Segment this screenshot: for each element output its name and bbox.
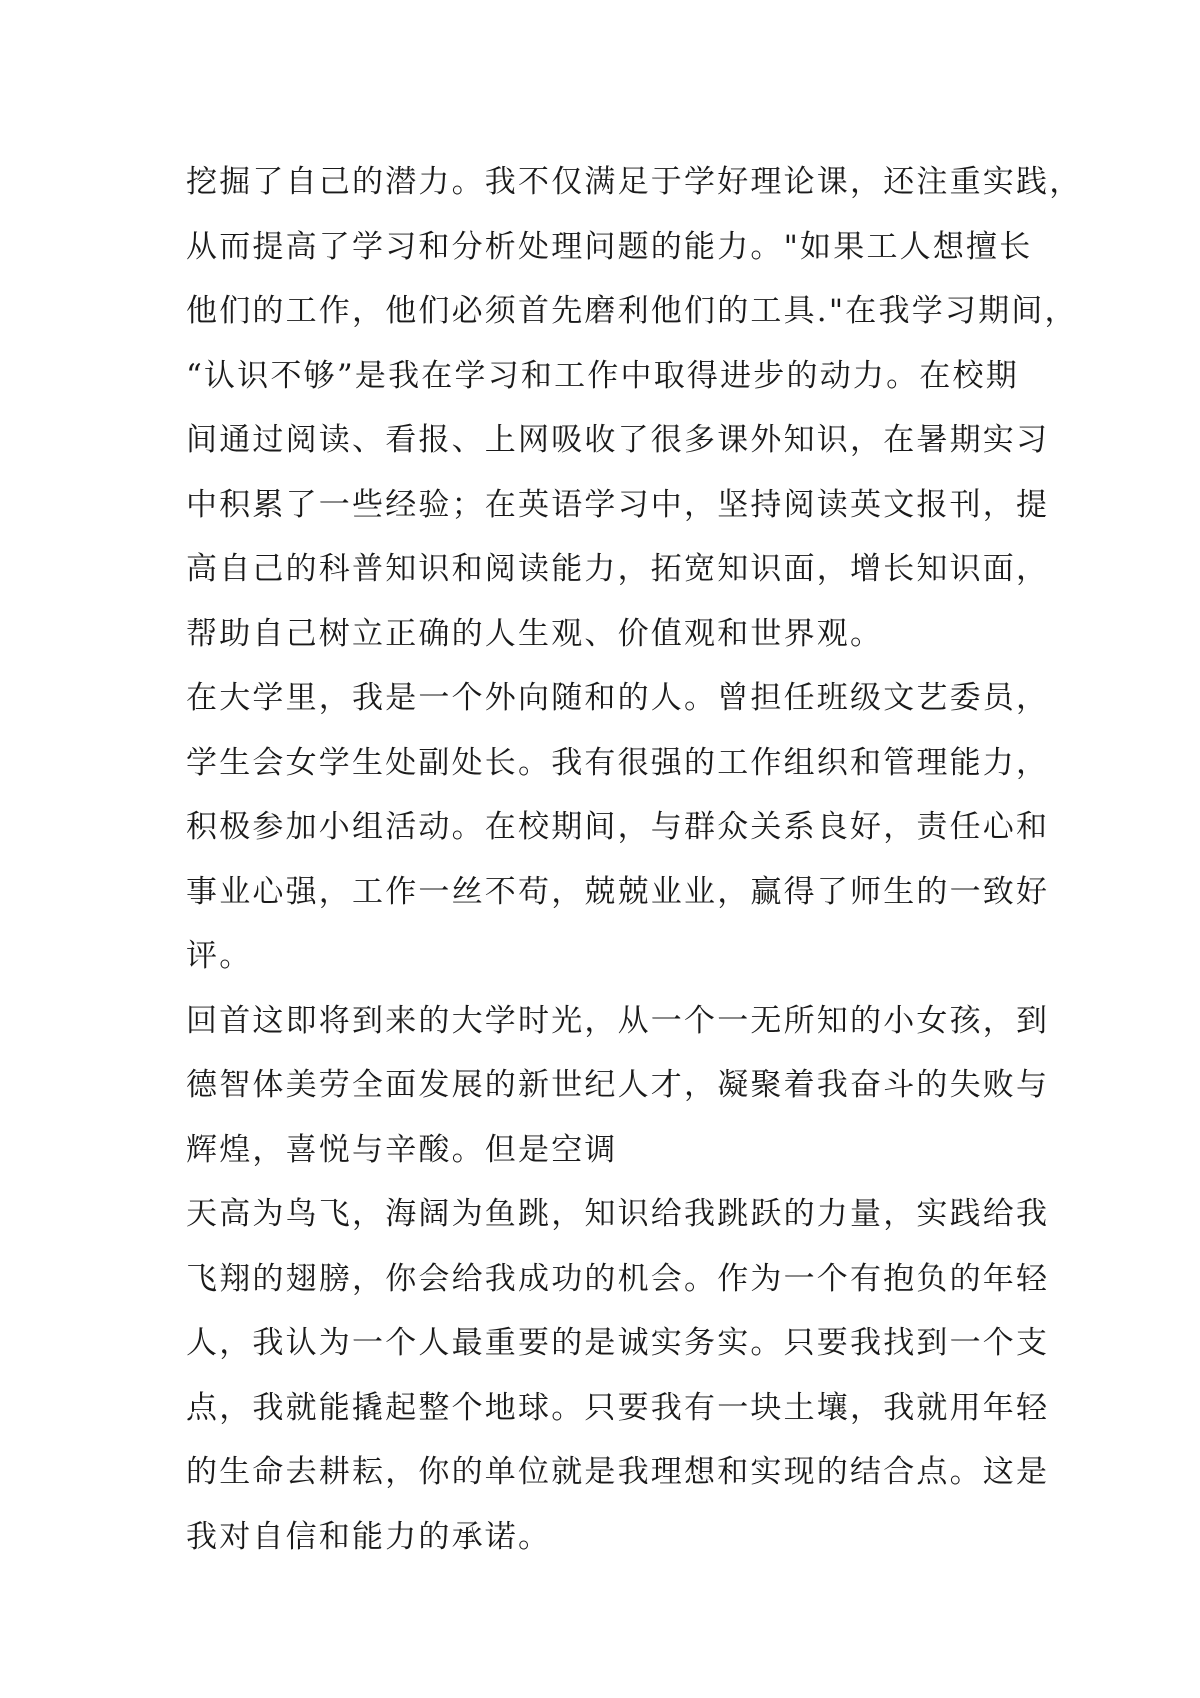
text-line: 从而提高了学习和分析处理问题的能力。"如果工人想擅长 [186, 228, 1033, 265]
text-line: 高自己的科普知识和阅读能力，拓宽知识面，增长知识面， [186, 551, 1050, 587]
text-line: 挖掘了自己的潜力。我不仅满足于学好理论课，还注重实践， [186, 164, 1083, 200]
text-line: 德智体美劳全面发展的新世纪人才，凝聚着我奋斗的失败与 [186, 1067, 1050, 1103]
text-line: 的生命去耕耘，你的单位就是我理想和实现的结合点。这是 [186, 1454, 1050, 1490]
text-line: 辉煌，喜悦与辛酸。但是空调 [186, 1131, 618, 1168]
text-line: 学生会女学生处副处长。我有很强的工作组织和管理能力， [186, 744, 1050, 781]
text-line: 中积累了一些经验；在英语学习中，坚持阅读英文报刊，提 [186, 486, 1050, 523]
text-line: “认识不够”是我在学习和工作中取得进步的动力。在校期 [186, 357, 1019, 394]
text-line: 积极参加小组活动。在校期间，与群众关系良好，责任心和 [186, 809, 1050, 845]
text-line: 在大学里，我是一个外向随和的人。曾担任班级文艺委员， [186, 680, 1050, 716]
text-line: 人，我认为一个人最重要的是诚实务实。只要我找到一个支 [186, 1325, 1050, 1361]
text-line: 评。 [186, 938, 253, 974]
text-line: 我对自信和能力的承诺。 [186, 1518, 552, 1555]
text-line: 间通过阅读、看报、上网吸收了很多课外知识，在暑期实习 [186, 422, 1050, 458]
text-line: 帮助自己树立正确的人生观、价值观和世界观。 [186, 615, 884, 652]
body-text [186, 150, 1083, 1569]
text-line: 他们的工作，他们必须首先磨利他们的工具."在我学习期间， [186, 293, 1078, 329]
text-line: 天高为鸟飞，海阔为鱼跳，知识给我跳跃的力量，实践给我 [186, 1196, 1050, 1232]
text-line: 事业心强，工作一丝不苟，兢兢业业，赢得了师生的一致好 [186, 873, 1050, 910]
text-line: 点，我就能撬起整个地球。只要我有一块土壤，我就用年轻 [186, 1389, 1050, 1426]
text-line: 回首这即将到来的大学时光，从一个一无所知的小女孩，到 [186, 1002, 1050, 1039]
text-line: 飞翔的翅膀，你会给我成功的机会。作为一个有抱负的年轻 [186, 1260, 1050, 1297]
